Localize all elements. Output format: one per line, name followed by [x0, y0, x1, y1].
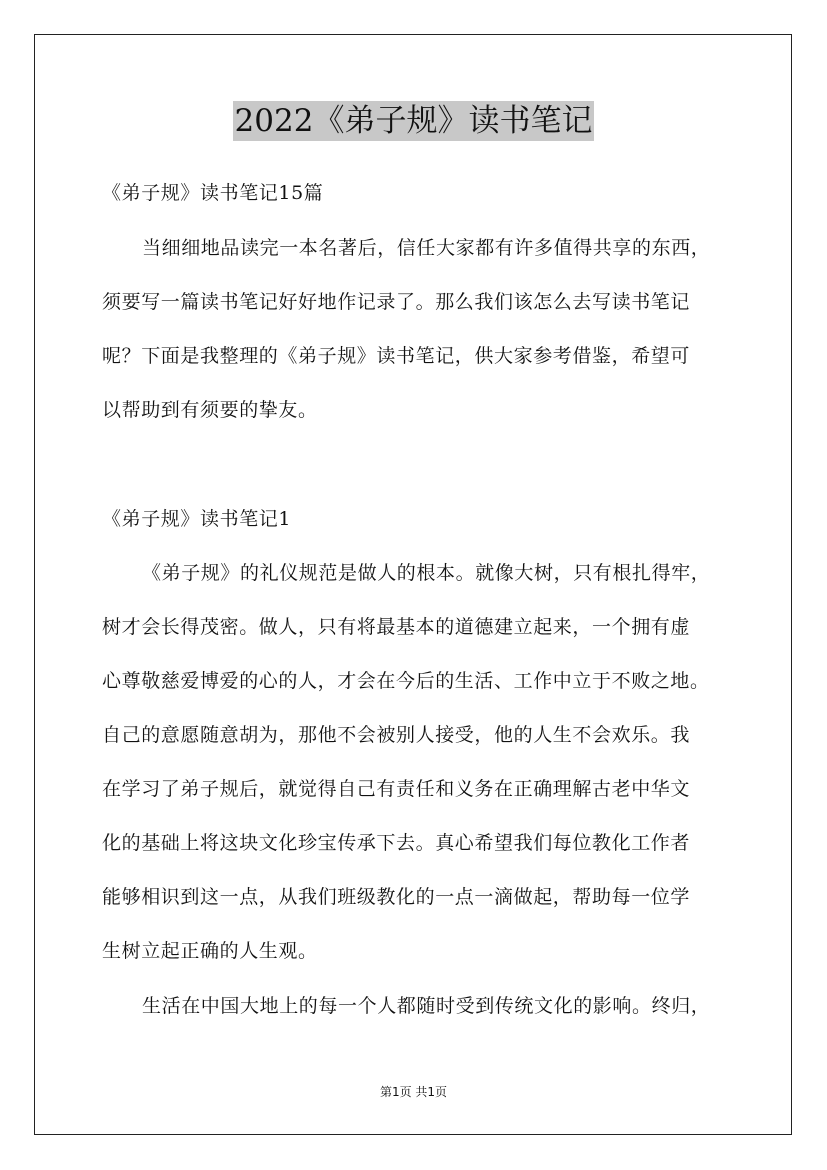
intro-line-1: 当细细地品读完一本名著后，信任大家都有许多值得共享的东西，	[142, 237, 711, 259]
section-heading: 《弟子规》读书笔记1	[102, 508, 292, 530]
section-line-2: 树才会长得茂密。做人，只有将最基本的道德建立起来，一个拥有虚	[102, 616, 691, 638]
document-subtitle: 《弟子规》读书笔记15篇	[102, 182, 324, 204]
document-title	[0, 98, 827, 144]
section-line-4: 自己的意愿随意胡为，那他不会被别人接受，他的人生不会欢乐。我	[102, 724, 691, 746]
section-line-1: 《弟子规》的礼仪规范是做人的根本。就像大树，只有根扎得牢，	[142, 562, 711, 584]
page-number: 第1页 共1页	[379, 1085, 448, 1099]
intro-paragraph	[102, 221, 730, 437]
document-title-text: 2022《弟子规》读书笔记	[234, 103, 593, 139]
next-paragraph	[102, 979, 730, 1033]
section-paragraph	[102, 546, 730, 978]
section-line-6: 化的基础上将这块文化珍宝传承下去。真心希望我们每位教化工作者	[102, 832, 691, 854]
section-line-3: 心尊敬慈爱博爱的心的人，才会在今后的生活、工作中立于不败之地。	[102, 670, 710, 692]
intro-line-2: 须要写一篇读书笔记好好地作记录了。那么我们该怎么去写读书笔记	[102, 291, 691, 313]
section-line-8: 生树立起正确的人生观。	[102, 940, 318, 962]
section-line-5: 在学习了弟子规后，就觉得自己有责任和义务在正确理解古老中华文	[102, 778, 691, 800]
next-paragraph-line-1: 生活在中国大地上的每一个人都随时受到传统文化的影响。终归，	[142, 995, 711, 1017]
intro-line-3: 呢？下面是我整理的《弟子规》读书笔记，供大家参考借鉴，希望可	[102, 345, 691, 367]
intro-line-4: 以帮助到有须要的挚友。	[102, 399, 318, 421]
section-line-7: 能够相识到这一点，从我们班级教化的一点一滴做起，帮助每一位学	[102, 886, 691, 908]
